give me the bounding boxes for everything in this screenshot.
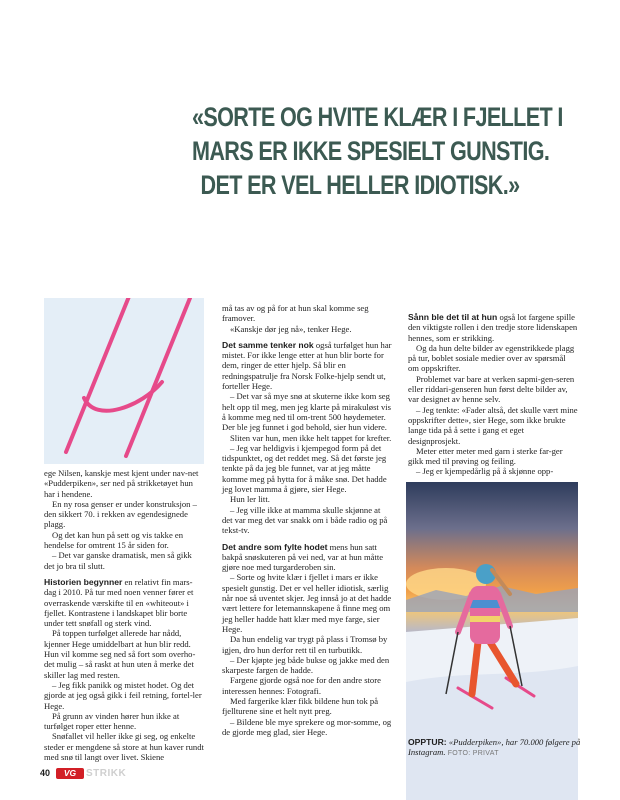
paragraph: Meter etter meter med garn i sterke far-ger gikk med til prøving og feiling.	[408, 445, 563, 467]
paragraph: – Jeg tenkte: «Fader altså, det skulle vært mine oppskrifter dette», sier Hege, som ikke brukte lange tida på å sette i gang et eget designprosjekt.	[408, 404, 578, 446]
page-footer	[40, 766, 126, 780]
paragraph: – Jeg fikk panikk og mistet hodet. Og det gjorde at jeg også gikk i feil retning, fortel-ler Hege.	[44, 679, 202, 711]
paragraph: Med fargerike klær fikk bildene hun tok på fjellturene sine et helt nytt preg.	[222, 695, 379, 717]
paragraph: Snøfallet vil heller ikke gi seg, og enkelte steder er mengdene så store at hun kaver rundt med snø til langt over livet. Skiene	[44, 731, 204, 763]
caption-text: «Pudderpiken», har 70.000 følgere på Instagram.	[408, 737, 581, 758]
paragraph: Hun ler litt.	[230, 494, 270, 505]
paragraph: må tas av og på for at hun skal komme seg framover.	[222, 303, 369, 324]
paragraph: Og da hun delte bilder av egenstrikkede plagg på tur, boblet sosiale medier over av spørsmål om oppskrifter.	[408, 342, 575, 374]
paragraph: – Der kjøpte jeg både bukse og jakke med den skarpeste fargen de hadde.	[222, 654, 390, 676]
paragraph: mens hun satt bakpå snøskuteren på vei ned, var at hun måtte gjøre noe med turgarderoben sin.	[222, 541, 384, 573]
article-column-2	[222, 303, 392, 737]
vg-logo: VG	[56, 768, 84, 779]
article-column-3	[408, 312, 578, 477]
article-column-1	[44, 468, 204, 762]
paragraph: – Det var ganske dramatisk, men så gikk det jo bra til slutt.	[44, 550, 192, 571]
subheading-paragraph	[408, 312, 578, 343]
subheading-paragraph	[222, 340, 392, 391]
paragraph: – Det var så mye snø at skuterne ikke kom seg helt opp til meg, men jeg klarte på mirakuløst vis å komme meg ned til om-trent 500 høydemeter. Der ble jeg funnet i god behold, sier hun videre.	[222, 391, 391, 433]
paragraph: Og det kan hun på sett og vis takke en hendelse for omtrent 15 år siden for.	[44, 529, 184, 551]
paragraph: Problemet var bare at verken sapmi-gen-seren eller riddari-genseren hun først delte bilder av, var designet av henne selv.	[408, 373, 575, 405]
pink-h-stroke-icon	[44, 298, 204, 464]
page-number: 40	[40, 768, 51, 778]
paragraph: På grunn av vinden hører hun ikke at turfølget roper etter henne.	[44, 710, 180, 732]
paragraph: – Jeg var heldigvis i kjempegod form på det tidspunktet, og det reddet meg. Så det første jeg tenkte på da jeg ble funnet, var at jeg måtte komme meg på hytta for å måke snø. Det hadde jeg lovet mamma å gjøre, sier Hege.	[222, 442, 387, 495]
paragraph: En ny rosa genser er under konstruksjon – den sikkert 70. i rekken av egendesignede plagg.	[44, 498, 197, 530]
pull-quote-line: MARS ER IKKE SPESIELT GUNSTIG.	[192, 136, 550, 166]
paragraph: Da hun endelig var trygt på plass i Tromsø by igjen, dro hun derfor rett til en turbutikk.	[222, 634, 388, 655]
pull-quote	[192, 100, 563, 202]
subheading-paragraph	[44, 577, 204, 628]
paragraph: Sliten var hun, men ikke helt tappet for krefter.	[230, 432, 392, 443]
pull-quote-line: «SORTE OG HVITE KLÆR I FJELLET I	[192, 102, 563, 132]
photo-caption	[408, 737, 583, 760]
subheading: Historien begynner	[44, 576, 123, 587]
pull-quote-line: DET ER VEL HELLER IDIOTISK.»	[200, 170, 520, 200]
paragraph: ege Nilsen, kanskje mest kjent under nav-net «Pudderpiken», ser ned på strikketøyet hun har i hendene.	[44, 468, 199, 499]
paragraph: en relativt fin mars-dag i 2010. På tur med noen venner fører et overraskende værskifte til en «whiteout» i fjellet. Kontrastene i landskapet blir borte under tett snøfall og sterk vind.	[44, 576, 194, 629]
initial-letter-illustration	[44, 298, 204, 464]
paragraph: Fargene gjorde også noe for den andre store interessen hennes: Fotografi.	[222, 675, 381, 696]
subheading: Sånn ble det til at hun	[408, 312, 498, 322]
subheading: Det samme tenker nok	[222, 339, 314, 350]
paragraph: – Jeg er kjempedårlig på å skjønne opp-	[416, 466, 554, 477]
paragraph: – Bildene ble mye sprekere og mor-somme, og de gjorde meg glad, sier Hege.	[222, 716, 392, 737]
photo-credit: FOTO: PRIVAT	[445, 750, 499, 758]
paragraph: også turfølget hun har mistet. For ikke lenge etter at hun blir borte for dem, ringer de etter hjelp. Så blir en redningspatrulje fra Norsk Folke-hjelp sendt ut, forteller Hege.	[222, 339, 392, 392]
paragraph: – Jeg ville ikke at mamma skulle skjønne at det var meg det var snakk om i både radio og på tekst-tv.	[222, 504, 388, 536]
subheading: Det andre som fylte hodet	[222, 541, 328, 552]
paragraph: – Sorte og hvite klær i fjellet i mars er ikke spesielt gunstig. Det er vel heller idiotisk, særlig når noe så uventet skjer. Jeg innså jo at det hadde vært lettere for letemannskapene å finne meg om jeg heller hadde hatt klær med mye farge, sier Hege.	[222, 572, 392, 634]
caption-label: OPPTUR:	[408, 737, 447, 747]
paragraph: også lot fargene spille den viktigste rollen i den tredje store lidenskapen hennes, som er strikking.	[408, 312, 578, 343]
paragraph: På toppen turfølget allerede har nådd, kjenner Hege umiddelbart at hun blir redd. Hun vil komme seg ned så fort som overho-det mulig – så raskt at hun uten å merke det skiller lag med resten.	[44, 628, 196, 680]
paragraph: «Kanskje dør jeg nå», tenker Hege.	[230, 323, 352, 334]
subheading-paragraph	[222, 542, 392, 573]
section-name: STRIKK	[86, 767, 127, 779]
